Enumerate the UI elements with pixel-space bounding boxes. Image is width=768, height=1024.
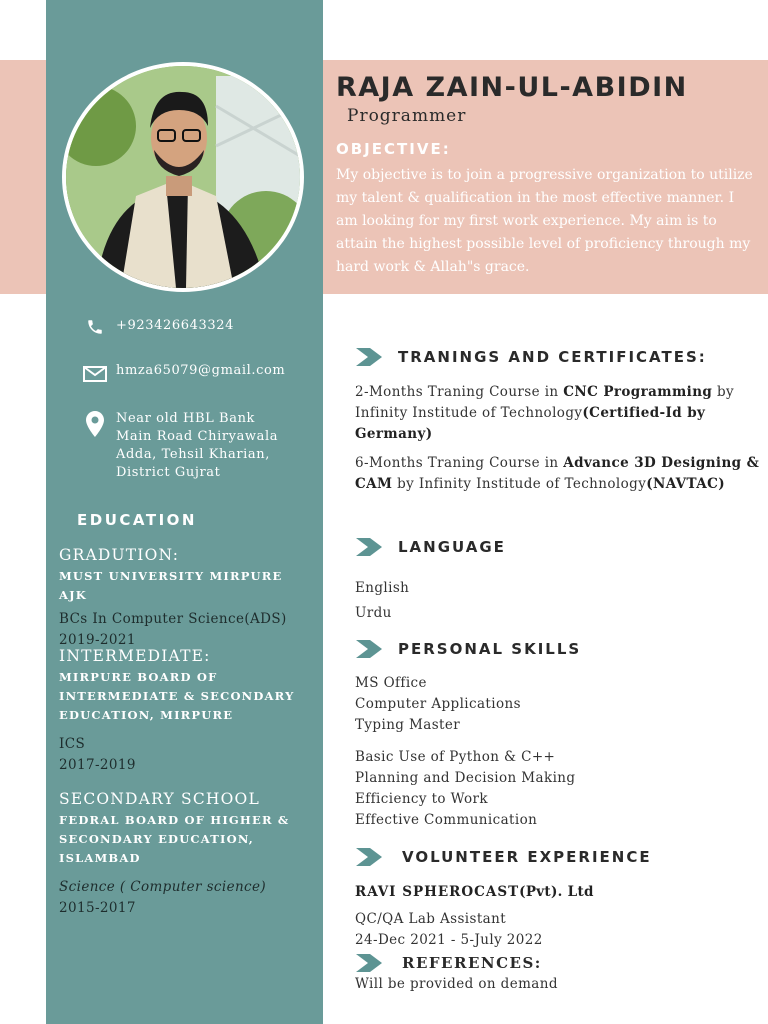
section-title: VOLUNTEER EXPERIENCE <box>402 848 652 866</box>
section-title: REFERENCES: <box>402 954 542 972</box>
institute-line: EDUCATION, MIRPURE <box>59 708 234 722</box>
objective-heading: OBJECTIVE: <box>336 140 451 158</box>
skill-item: Basic Use of Python & C++ <box>355 749 556 765</box>
company-name: RAVI SPHEROCAST <box>355 884 520 900</box>
education-graduation <box>59 544 314 651</box>
skill-item: Planning and Decision Making <box>355 770 576 786</box>
address-line: Adda, Tehsil Kharian, <box>116 447 270 462</box>
chevron-right-icon <box>356 538 382 556</box>
skill-item: Effective Communication <box>355 812 538 828</box>
address-line: District Gujrat <box>116 465 221 480</box>
language-list <box>355 576 760 626</box>
education-institute <box>59 811 314 868</box>
job-title: Programmer <box>347 106 467 126</box>
institute-line: MIRPURE BOARD OF <box>59 670 218 684</box>
education-level: SECONDARY SCHOOL <box>59 790 260 808</box>
skill-item: Efficiency to Work <box>355 791 488 807</box>
training-course: CNC Programming <box>563 384 713 400</box>
skills-list-2 <box>355 747 760 831</box>
phone-icon <box>80 317 110 336</box>
contact-address <box>80 410 278 482</box>
volunteer-company <box>355 882 760 903</box>
skill-item: MS Office <box>355 675 427 691</box>
training-text: by Infinity Institude of Technology <box>392 476 647 492</box>
language-item: Urdu <box>355 605 392 621</box>
contact-email <box>80 362 285 382</box>
education-institute: MUST UNIVERSITY MIRPURE AJK <box>59 569 283 602</box>
education-level: INTERMEDIATE: <box>59 647 211 665</box>
person-illustration <box>66 66 300 288</box>
chevron-right-icon <box>356 954 382 972</box>
education-degree: BCs In Computer Science(ADS) <box>59 611 287 627</box>
institute-line: SECONDARY EDUCATION, <box>59 832 255 846</box>
training-text: by Infinity Institude of Technology <box>355 384 735 421</box>
language-heading <box>356 538 506 556</box>
training-item <box>355 453 760 495</box>
skills-list-1 <box>355 673 760 736</box>
envelope-icon <box>80 362 110 382</box>
address-line: Main Road Chiryawala <box>116 429 279 444</box>
training-course: Advance 3D Designing & CAM <box>355 455 760 492</box>
education-institute <box>59 668 314 725</box>
institute-line: INTERMEDIATE & SECONDARY <box>59 689 295 703</box>
phone-number: +923426643324 <box>116 318 234 333</box>
education-degree: ICS <box>59 736 86 752</box>
skills-heading <box>356 640 581 658</box>
training-cert: (NAVTAC) <box>646 476 726 492</box>
email-address: hmza65079@gmail.com <box>116 363 286 378</box>
company-suffix: (Pvt). Ltd <box>519 884 594 900</box>
institute-line: ISLAMBAD <box>59 851 141 865</box>
address-text <box>116 410 278 482</box>
training-text: 6-Months Traning Course in <box>355 455 564 471</box>
section-title: LANGUAGE <box>398 538 506 556</box>
section-title: PERSONAL SKILLS <box>398 640 582 658</box>
education-degree: Science ( Computer science) <box>59 879 267 895</box>
skill-item: Typing Master <box>355 717 461 733</box>
training-text: 2-Months Traning Course in <box>355 384 564 400</box>
education-years: 2019-2021 <box>59 632 136 648</box>
chevron-right-icon <box>356 848 382 866</box>
section-title: TRANINGS AND CERTIFICATES: <box>398 348 707 366</box>
trainings-heading <box>356 348 707 366</box>
institute-line: FEDRAL BOARD OF HIGHER & <box>59 813 290 827</box>
objective-text: My objective is to join a progressive organization to utilize my talent & qualification in the most effective manner. I am looking for my first work experience. My aim is to attain the highest possible level of proficiency through my hard work & Allah"s grace. <box>336 167 753 275</box>
training-item <box>355 382 760 445</box>
chevron-right-icon <box>356 640 382 658</box>
volunteer-dates: 24-Dec 2021 - 5-July 2022 <box>355 932 543 948</box>
contact-phone <box>80 317 234 336</box>
education-secondary <box>59 788 314 919</box>
references-heading <box>356 954 542 972</box>
volunteer-heading <box>356 848 652 866</box>
skill-item: Computer Applications <box>355 696 521 712</box>
volunteer-position: QC/QA Lab Assistant <box>355 911 507 927</box>
references-text: Will be provided on demand <box>355 976 558 992</box>
location-pin-icon <box>80 410 110 437</box>
education-years: 2017-2019 <box>59 757 136 773</box>
volunteer-details <box>355 909 760 951</box>
profile-photo <box>62 62 304 292</box>
education-level: GRADUTION: <box>59 546 180 564</box>
address-line: Near old HBL Bank <box>116 411 256 426</box>
language-item: English <box>355 580 410 596</box>
person-name: RAJA ZAIN-UL-ABIDIN <box>336 72 688 103</box>
education-years: 2015-2017 <box>59 900 136 916</box>
chevron-right-icon <box>356 348 382 366</box>
education-intermediate <box>59 645 314 776</box>
education-heading: EDUCATION <box>77 511 197 529</box>
training-cert: (Certified-Id by Germany) <box>355 405 706 442</box>
